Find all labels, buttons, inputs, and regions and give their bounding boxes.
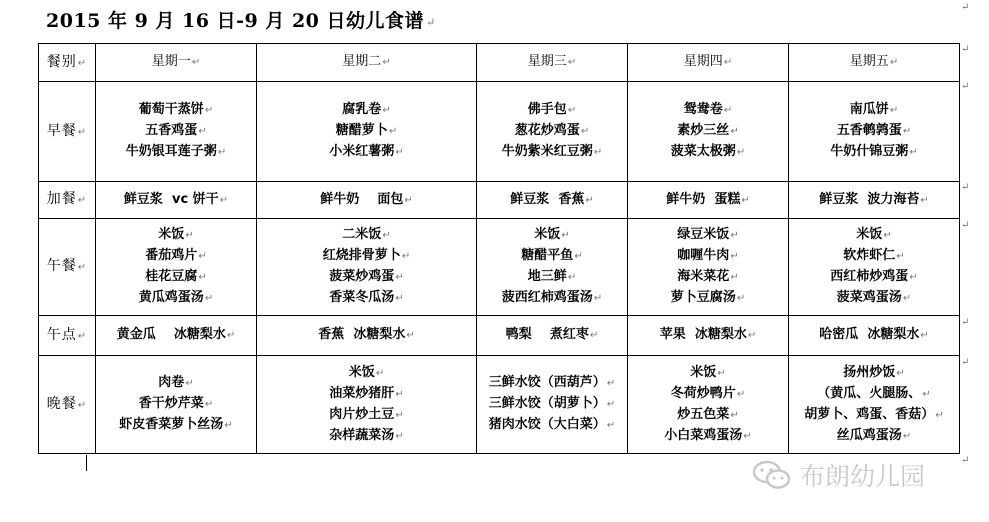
menu-cell <box>628 219 789 316</box>
menu-cell <box>257 82 477 182</box>
table-row <box>39 316 960 356</box>
dish-item: 胡萝卜、鸡蛋、香菇） ↵ <box>791 405 957 426</box>
dish-item: 番茄鸡片 ↵ <box>98 246 254 267</box>
meal-name-cell <box>39 182 96 219</box>
meal-name-label: 加餐 ↵ <box>47 191 87 207</box>
dish-item: 红烧排骨萝卜 ↵ <box>259 246 474 267</box>
meal-name-cell <box>39 316 96 356</box>
dish-item: 鲜豆浆 香蕉 ↵ <box>510 192 593 207</box>
dish-item: 腐乳卷 ↵ <box>259 100 474 121</box>
menu-cell <box>628 316 789 356</box>
dish-item: 菠菜太极粥 ↵ <box>630 142 786 163</box>
dish-item: 菠西红柿鸡蛋汤 ↵ <box>479 288 625 309</box>
document-title: 2015 年 9 月 16 日-9 月 20 日幼儿食谱 ↵ <box>46 10 436 32</box>
dish-item: 绿豆米饭 ↵ <box>630 225 786 246</box>
dish-item: 肉片炒土豆 ↵ <box>259 405 474 426</box>
dish-item: 黄金瓜 冰糖梨水 ↵ <box>117 327 236 342</box>
menu-cell <box>257 219 477 316</box>
menu-cell <box>257 316 477 356</box>
meal-name-cell <box>39 219 96 316</box>
dish-item: 米饭 ↵ <box>791 225 957 246</box>
menu-cell <box>96 219 257 316</box>
menu-cell <box>96 316 257 356</box>
dish-item: 扬州炒饭 ↵ <box>791 363 957 384</box>
day-header-fri: 星期五 ↵ <box>789 44 960 82</box>
dish-item: 五香鹌鹑蛋 ↵ <box>791 121 957 142</box>
dish-item: 葡萄干蒸饼 ↵ <box>98 100 254 121</box>
dish-item: 牛奶银耳莲子粥 ↵ <box>98 142 254 163</box>
dish-item: 油菜炒猪肝 ↵ <box>259 384 474 405</box>
dish-item: 葱花炒鸡蛋 ↵ <box>479 121 625 142</box>
dish-item: 萝卜豆腐汤 ↵ <box>630 288 786 309</box>
dish-item: 南瓜饼 ↵ <box>791 100 957 121</box>
day-header-wed: 星期三 ↵ <box>477 44 628 82</box>
corner-header: 餐别 ↵ <box>39 44 96 82</box>
meal-name-cell <box>39 356 96 454</box>
header-row <box>39 44 960 82</box>
meal-name-label: 午餐 ↵ <box>47 258 87 274</box>
dish-item: 苹果 冰糖梨水 ↵ <box>660 327 756 342</box>
text-cursor <box>86 455 87 471</box>
menu-cell <box>789 316 960 356</box>
dish-item: 软炸虾仁 ↵ <box>791 246 957 267</box>
dish-item: 冬荷炒鸭片 ↵ <box>630 384 786 405</box>
dish-item: 猪肉水饺（大白菜） ↵ <box>479 415 625 436</box>
dish-item: （黄瓜、火腿肠、 ↵ <box>791 384 957 405</box>
dish-item: 桂花豆腐 ↵ <box>98 267 254 288</box>
dish-item: 米饭 ↵ <box>479 225 625 246</box>
dish-item: 鲜牛奶 面包 ↵ <box>320 192 413 207</box>
dish-item: 五香鸡蛋 ↵ <box>98 121 254 142</box>
dish-item: 菠菜炒鸡蛋 ↵ <box>259 267 474 288</box>
menu-cell <box>257 182 477 219</box>
dish-item: 杂样蔬菜汤 ↵ <box>259 426 474 447</box>
dish-item: 香干炒芹菜 ↵ <box>98 394 254 415</box>
dish-item: 肉卷 ↵ <box>98 373 254 394</box>
meal-name-cell <box>39 82 96 182</box>
menu-cell <box>96 182 257 219</box>
dish-item: 炒五色菜 ↵ <box>630 405 786 426</box>
table-row <box>39 82 960 182</box>
dish-item: 黄瓜鸡蛋汤 ↵ <box>98 288 254 309</box>
dish-item: 咖喱牛肉 ↵ <box>630 246 786 267</box>
table-row <box>39 182 960 219</box>
menu-cell <box>477 219 628 316</box>
day-header-thu: 星期四 ↵ <box>628 44 789 82</box>
menu-cell <box>789 219 960 316</box>
menu-cell <box>789 82 960 182</box>
dish-item: 鸭梨 煮红枣 ↵ <box>506 327 599 342</box>
day-header-tue: 星期二 ↵ <box>257 44 477 82</box>
meal-name-label: 晚餐 ↵ <box>47 396 87 412</box>
dish-item: 牛奶什锦豆粥 ↵ <box>791 142 957 163</box>
wechat-icon <box>752 460 792 490</box>
dish-item: 三鲜水饺（西葫芦） ↵ <box>479 373 625 394</box>
menu-cell <box>628 82 789 182</box>
menu-cell <box>789 356 960 454</box>
table-row <box>39 219 960 316</box>
menu-cell <box>96 356 257 454</box>
meal-name-label: 午点 ↵ <box>47 327 87 343</box>
menu-cell <box>257 356 477 454</box>
dish-item: 菠菜鸡蛋汤 ↵ <box>791 288 957 309</box>
dish-item: 米饭 ↵ <box>630 363 786 384</box>
menu-cell <box>96 82 257 182</box>
dish-item: 糖醋萝卜 ↵ <box>259 121 474 142</box>
dish-item: 二米饭 ↵ <box>259 225 474 246</box>
dish-item: 糖醋平鱼 ↵ <box>479 246 625 267</box>
dish-item: 丝瓜鸡蛋汤 ↵ <box>791 426 957 447</box>
day-header-mon: 星期一 ↵ <box>96 44 257 82</box>
table-row <box>39 356 960 454</box>
meal-name-label: 早餐 ↵ <box>47 123 87 139</box>
dish-item: 哈密瓜 冰糖梨水 ↵ <box>819 327 928 342</box>
menu-cell <box>628 182 789 219</box>
dish-item: 鲜豆浆 vc 饼干 ↵ <box>124 192 228 207</box>
menu-table <box>38 43 960 454</box>
menu-cell <box>477 316 628 356</box>
watermark <box>752 457 925 493</box>
dish-item: 小米红薯粥 ↵ <box>259 142 474 163</box>
dish-item: 佛手包 ↵ <box>479 100 625 121</box>
dish-item: 牛奶紫米红豆粥 ↵ <box>479 142 625 163</box>
dish-item: 鲜豆浆 波力海苔 ↵ <box>819 192 928 207</box>
menu-cell <box>477 182 628 219</box>
dish-item: 米饭 ↵ <box>259 363 474 384</box>
dish-item: 米饭 ↵ <box>98 225 254 246</box>
dish-item: 三鲜水饺（胡萝卜） ↵ <box>479 394 625 415</box>
dish-item: 小白菜鸡蛋汤 ↵ <box>630 426 786 447</box>
menu-cell <box>477 82 628 182</box>
dish-item: 香蕉 冰糖梨水 ↵ <box>318 327 414 342</box>
dish-item: 香菜冬瓜汤 ↵ <box>259 288 474 309</box>
dish-item: 素炒三丝 ↵ <box>630 121 786 142</box>
dish-item: 西红柿炒鸡蛋 ↵ <box>791 267 957 288</box>
menu-cell <box>628 356 789 454</box>
dish-item: 地三鲜 ↵ <box>479 267 625 288</box>
menu-cell <box>477 356 628 454</box>
menu-cell <box>789 182 960 219</box>
dish-item: 鸳鸯卷 ↵ <box>630 100 786 121</box>
dish-item: 海米菜花 ↵ <box>630 267 786 288</box>
dish-item: 鲜牛奶 蛋糕 ↵ <box>666 192 749 207</box>
watermark-text: 布朗幼儿园 <box>800 462 926 491</box>
dish-item: 虾皮香菜萝卜丝汤 ↵ <box>98 415 254 436</box>
